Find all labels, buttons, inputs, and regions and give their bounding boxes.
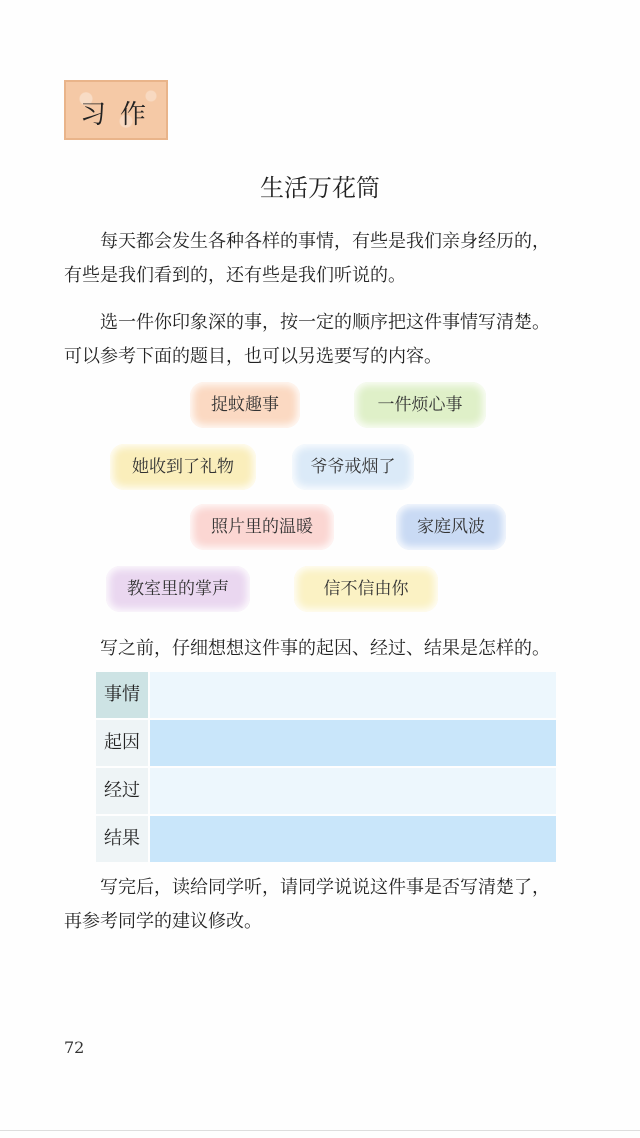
row-input-cell[interactable] <box>150 672 556 718</box>
table-row <box>96 720 556 766</box>
row-label: 事情 <box>96 672 148 718</box>
page-number: 72 <box>64 1038 85 1057</box>
paragraph-intro: 每天都会发生各种各样的事情，有些是我们亲身经历的，有些是我们看到的，还有些是我们听说的。 <box>64 231 550 286</box>
topic-item: 教室里的掌声 <box>106 566 250 612</box>
row-input-cell[interactable] <box>150 816 556 862</box>
table-row <box>96 672 556 718</box>
row-label: 结果 <box>96 816 148 862</box>
topic-item: 照片里的温暖 <box>190 504 334 550</box>
row-label: 经过 <box>96 768 148 814</box>
table-row <box>96 768 556 814</box>
topic-item: 一件烦心事 <box>354 382 486 428</box>
row-input-cell[interactable] <box>150 768 556 814</box>
topic-item: 她收到了礼物 <box>110 444 256 490</box>
row-label: 起因 <box>96 720 148 766</box>
section-tag-label: 习作 <box>79 100 160 130</box>
paragraph-instruction: 选一件你印象深的事，按一定的顺序把这件事情写清楚。可以参考下面的题目，也可以另选要写的内容。 <box>64 312 550 367</box>
topic-item: 爷爷戒烟了 <box>292 444 414 490</box>
row-input-cell[interactable] <box>150 720 556 766</box>
topic-item: 家庭风波 <box>396 504 506 550</box>
bottom-divider <box>0 1130 640 1131</box>
topic-item: 信不信由你 <box>294 566 438 612</box>
section-tag <box>64 80 168 140</box>
page-title: 生活万花筒 <box>260 174 380 202</box>
paragraph-revise: 写完后，读给同学听，请同学说说这件事是否写清楚了，再参考同学的建议修改。 <box>64 877 550 932</box>
topic-item: 捉蚊趣事 <box>190 382 300 428</box>
paragraph-think: 写之前，仔细想想这件事的起因、经过、结果是怎样的。 <box>100 638 550 659</box>
table-row <box>96 816 556 862</box>
